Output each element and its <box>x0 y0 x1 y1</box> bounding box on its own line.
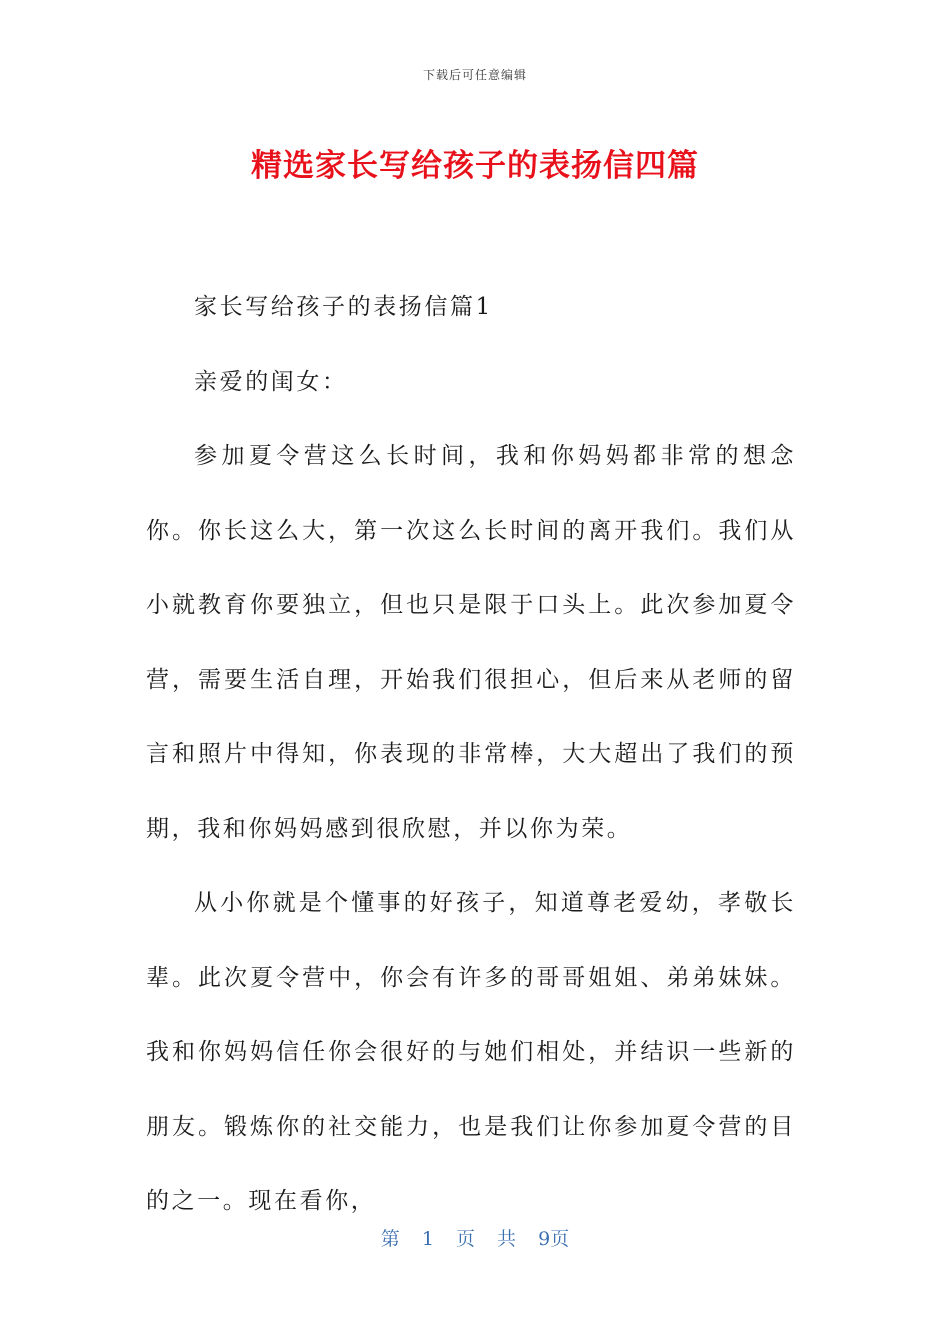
document-title: 精选家长写给孩子的表扬信四篇 <box>251 148 699 184</box>
section-heading: 家长写给孩子的表扬信篇1 <box>194 294 493 320</box>
footer-total-pages: 9页 <box>538 1228 570 1250</box>
body-paragraph: 从小你就是个懂事的好孩子，知道尊老爱幼，孝敬长辈。此次夏令营中，你会有许多的哥哥姐姐、弟弟妹妹。我和你妈妈信任你会很好的与她们相处，并结识一些新的朋友。锻炼你的社交能力，也是我们让你参加夏令营的目的之一。现在看你， <box>146 890 796 1214</box>
body-paragraph: 参加夏令营这么长时间，我和你妈妈都非常的想念你。你长这么大，第一次这么长时间的离开我们。我们从小就教育你要独立，但也只是限于口头上。此次参加夏令营，需要生活自理，开始我们很担心，但后来从老师的留言和照片中得知，你表现的非常棒，大大超出了我们的预期，我和你妈妈感到很欣慰，并以你为荣。 <box>146 443 796 842</box>
page-footer <box>0 1224 950 1251</box>
footer-prefix: 第 <box>380 1228 400 1250</box>
document-body <box>146 270 796 1239</box>
footer-page-label: 页 <box>455 1228 475 1250</box>
header-note: 下载后可任意编辑 <box>422 68 527 82</box>
salutation: 亲爱的闺女： <box>194 368 348 395</box>
footer-total-label: 共 <box>497 1228 517 1250</box>
footer-current-page: 1 <box>421 1228 434 1250</box>
